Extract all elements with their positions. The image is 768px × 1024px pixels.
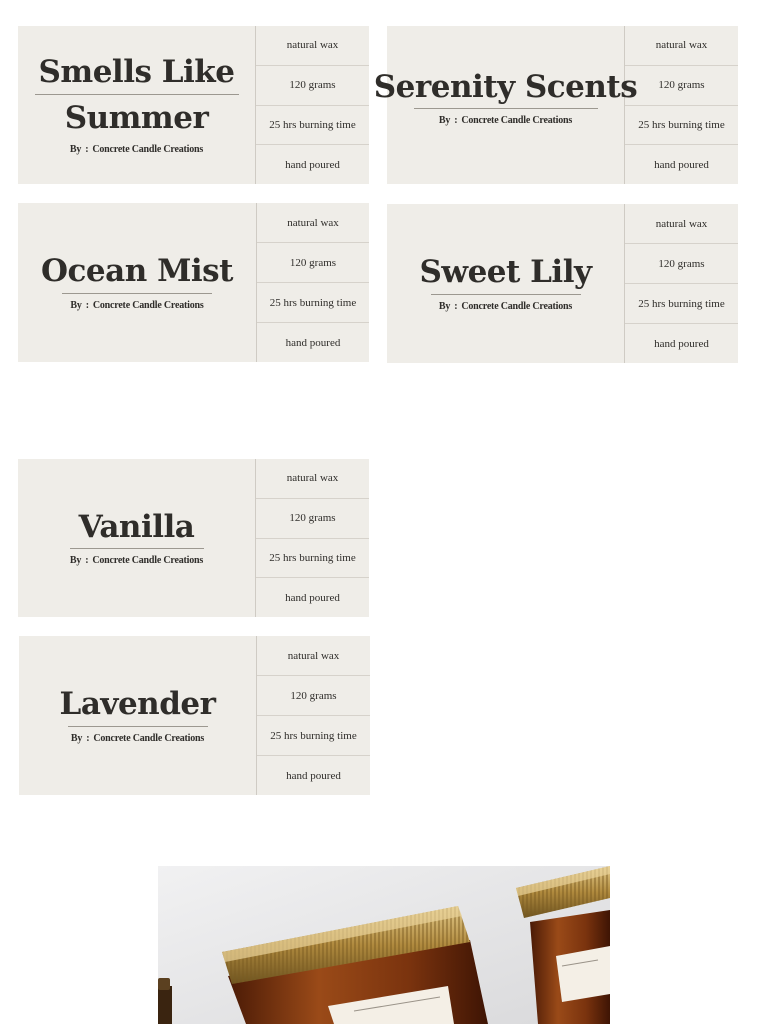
feature-wax: natural wax (257, 636, 370, 676)
candle-label-sweet-lily (387, 204, 738, 363)
maker-name: Concrete Candle Creations (461, 115, 573, 127)
candle-name (41, 254, 233, 289)
candle-jars-photo (158, 866, 610, 1024)
by-separator: : (86, 732, 90, 744)
candle-label-vanilla (18, 459, 369, 617)
by-separator: : (454, 115, 458, 127)
by-prefix: By (70, 732, 83, 744)
candle-name-line: Smells Like (38, 54, 235, 91)
label-title-panel (373, 26, 638, 184)
candle-label-ocean-mist (18, 203, 369, 362)
maker-credit (70, 555, 203, 566)
candle-name-line: Vanilla (78, 508, 195, 545)
by-prefix: By (69, 143, 82, 155)
candle-name-line: Ocean Mist (41, 253, 233, 290)
feature-weight: 120 grams (625, 244, 738, 284)
feature-burn-time: 25 hrs burning time (625, 284, 738, 324)
feature-wax: natural wax (625, 26, 738, 66)
feature-hand-poured: hand poured (285, 336, 341, 349)
feature-weight: 120 grams (256, 66, 369, 106)
feature-burn-time: 25 hrs burning time (257, 716, 370, 756)
candle-label-lavender (19, 636, 370, 795)
maker-credit (439, 115, 572, 126)
candle-name (374, 70, 637, 105)
candle-name (35, 55, 239, 135)
maker-credit (70, 300, 203, 311)
feature-list (625, 204, 738, 363)
candle-name (79, 510, 195, 545)
candle-name-line: Sweet Lily (419, 254, 592, 291)
candle-name (60, 687, 216, 722)
feature-wax: natural wax (256, 459, 369, 499)
feature-burn-time: 25 hrs burning time (625, 106, 738, 146)
title-divider (70, 548, 204, 549)
by-separator: : (85, 555, 89, 567)
candle-name-line: Lavender (59, 686, 216, 723)
label-title-panel (19, 636, 257, 795)
candle-name-line: Serenity Scents (373, 68, 638, 105)
maker-name: Concrete Candle Creations (92, 143, 204, 155)
by-separator: : (85, 143, 89, 155)
maker-name: Concrete Candle Creations (461, 300, 573, 312)
maker-name: Concrete Candle Creations (92, 299, 204, 311)
candle-name (420, 255, 592, 290)
label-title-panel (18, 459, 256, 617)
by-separator: : (454, 300, 458, 312)
feature-hand-poured: hand poured (285, 591, 340, 604)
by-prefix: By (69, 555, 82, 567)
candle-name-line: Summer (64, 100, 209, 136)
feature-list (256, 459, 369, 617)
title-divider (62, 293, 212, 294)
label-title-panel (18, 26, 256, 184)
feature-list (257, 636, 370, 795)
label-title-panel (18, 203, 257, 362)
feature-weight: 120 grams (256, 499, 369, 539)
feature-wax: natural wax (257, 203, 369, 243)
maker-credit (439, 301, 572, 312)
feature-weight: 120 grams (257, 243, 369, 283)
bottle-cap-left (158, 978, 172, 1024)
by-separator: : (85, 299, 89, 311)
by-prefix: By (70, 299, 82, 311)
feature-wax: natural wax (625, 204, 738, 244)
candle-jars-illustration (158, 866, 610, 1024)
maker-name: Concrete Candle Creations (92, 555, 204, 567)
maker-credit (71, 733, 204, 744)
feature-hand-poured: hand poured (286, 769, 341, 782)
feature-burn-time: 25 hrs burning time (257, 283, 369, 323)
feature-weight: 120 grams (257, 676, 370, 716)
candle-label-serenity-scents (373, 26, 738, 184)
feature-list (256, 26, 369, 184)
feature-burn-time: 25 hrs burning time (256, 106, 369, 146)
title-divider (414, 108, 598, 109)
feature-burn-time: 25 hrs burning time (256, 539, 369, 579)
maker-credit (70, 144, 203, 155)
feature-hand-poured: hand poured (654, 337, 709, 350)
maker-name: Concrete Candle Creations (93, 732, 205, 744)
title-divider (431, 294, 581, 295)
feature-list (625, 26, 738, 184)
title-divider (68, 726, 208, 727)
feature-weight: 120 grams (625, 66, 738, 106)
feature-hand-poured: hand poured (285, 158, 340, 171)
label-title-panel (387, 204, 625, 363)
by-prefix: By (438, 115, 451, 127)
feature-hand-poured: hand poured (654, 158, 709, 171)
title-divider (35, 94, 239, 95)
feature-wax: natural wax (256, 26, 369, 66)
by-prefix: By (438, 300, 451, 312)
candle-label-smells-like-summer (18, 26, 369, 184)
feature-list (257, 203, 369, 362)
